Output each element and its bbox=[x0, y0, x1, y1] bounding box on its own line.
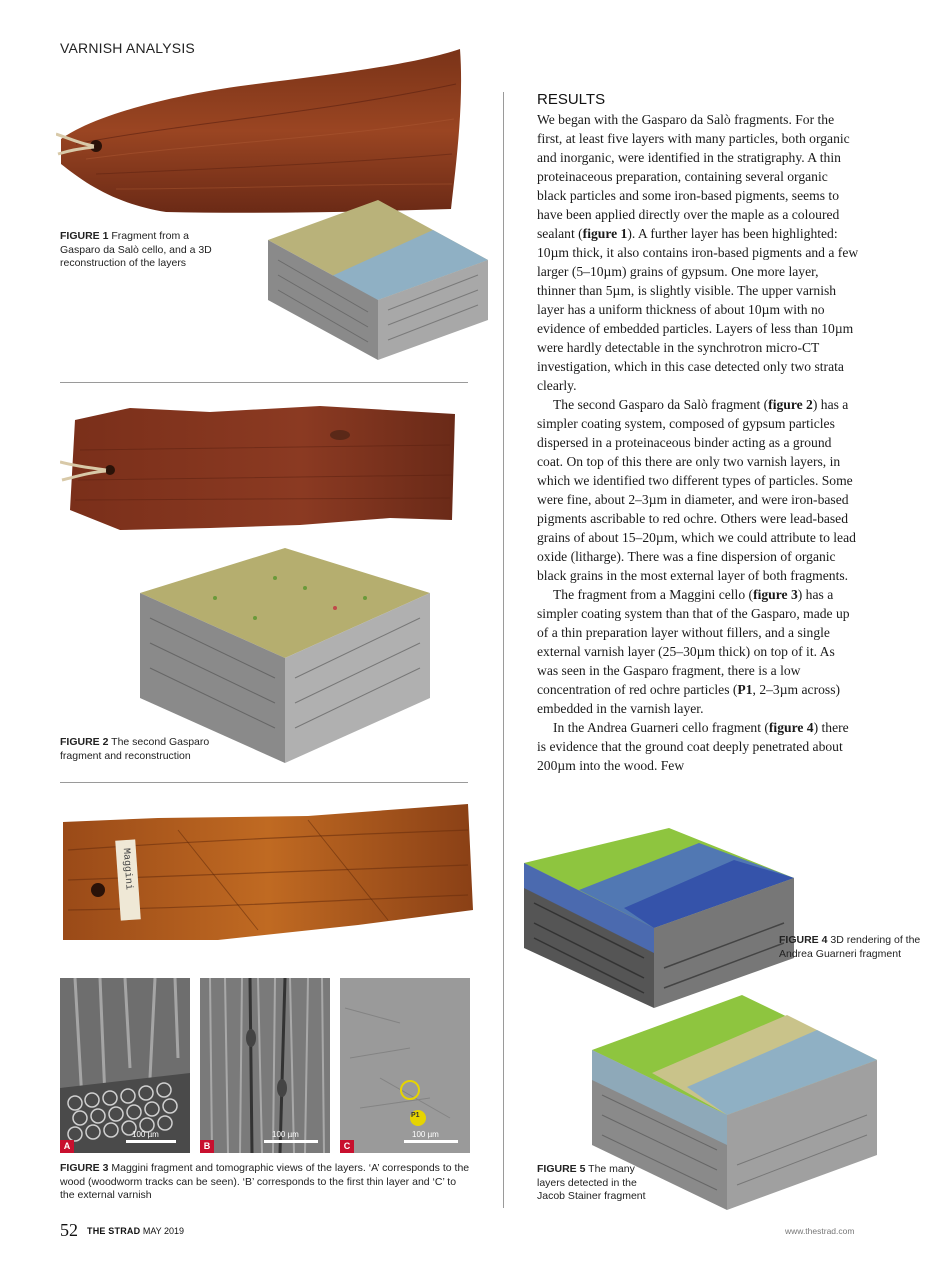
figure-4-3d-render bbox=[524, 828, 799, 1013]
panel-a-tag: A bbox=[60, 1140, 74, 1153]
figure-1-caption bbox=[60, 230, 225, 271]
tomo-panel-b bbox=[200, 978, 330, 1153]
divider-rule-2 bbox=[60, 782, 468, 783]
p2-text-b: ) has a simpler coating system, composed of gypsum particles dispersed in a proteinaceous binder acting as a ground coat. On top of this there are only two varnish layers, in which we identified two different types of particles. Some were fine, about 2–3µm in diameter, and were iron-based pigments ascribable to red ochre. Others were lead-based grains of about 15–20µm, which we could attribute to lead oxide (litharge). There was a fine dispersion of organic black grains in the most external layer of both fragments. bbox=[537, 397, 856, 583]
panel-c-tag: C bbox=[340, 1140, 354, 1153]
divider-rule-1 bbox=[60, 382, 468, 383]
paragraph-2 bbox=[537, 395, 859, 585]
panel-c-scale-label: 100 µm bbox=[412, 1130, 439, 1139]
tomo-panel-a bbox=[60, 978, 190, 1153]
figure-4-caption bbox=[779, 934, 927, 961]
figure-5-text: The many layers detected in the Jacob Stainer fragment bbox=[537, 1163, 646, 1202]
figure-4-text: 3D rendering of the Andrea Guarneri fragment bbox=[779, 934, 921, 960]
figure-1-label: FIGURE 1 bbox=[60, 230, 109, 242]
figure-2-3d-reconstruction bbox=[135, 548, 435, 768]
article-body bbox=[537, 110, 859, 775]
figure-1-fragment-photo bbox=[56, 44, 466, 219]
figure-1-3d-reconstruction bbox=[258, 200, 498, 365]
figure-3-fragment-photo bbox=[58, 800, 478, 950]
paragraph-1 bbox=[537, 110, 859, 395]
p3-text-c: , 2–3µm across) embedded in the varnish layer. bbox=[537, 682, 841, 716]
p3-particle-ref: P1 bbox=[737, 682, 753, 697]
p1-figure-ref: figure 1 bbox=[582, 226, 628, 241]
figure-2-caption bbox=[60, 736, 225, 763]
figure-5-caption bbox=[537, 1163, 655, 1204]
figure-5-label: FIGURE 5 bbox=[537, 1163, 586, 1175]
figure-2-label: FIGURE 2 bbox=[60, 736, 109, 748]
column-divider bbox=[503, 92, 504, 1208]
p2-text-a: The second Gasparo da Salò fragment ( bbox=[553, 397, 769, 412]
panel-b-tag: B bbox=[200, 1140, 214, 1153]
maggini-label-text: Maggini bbox=[119, 847, 134, 891]
panel-c-scale-bar bbox=[404, 1140, 458, 1143]
p4-text-a: In the Andrea Guarneri cello fragment ( bbox=[553, 720, 769, 735]
paragraph-3 bbox=[537, 585, 859, 718]
p3-text-a: The fragment from a Maggini cello ( bbox=[553, 587, 754, 602]
section-label: VARNISH ANALYSIS bbox=[60, 40, 195, 56]
magazine-name: THE STRAD bbox=[87, 1226, 141, 1236]
results-heading: RESULTS bbox=[537, 91, 606, 108]
figure-2-text: The second Gasparo fragment and reconstruction bbox=[60, 736, 210, 762]
p1-text-a: We began with the Gasparo da Salò fragments. For the first, at least five layers with many particles, both organic and inorganic, were identified in the stratigraphy. A thin proteinaceous preparation, containing several organic black particles and some iron-based pigments, seems to have been applied directly over the maple as a coloured sealant ( bbox=[537, 112, 850, 241]
website-url[interactable]: www.thestrad.com bbox=[785, 1226, 855, 1236]
figure-3-label: FIGURE 3 bbox=[60, 1162, 109, 1174]
p4-text-b: ) there is evidence that the ground coat deeply penetrated about 200µm into the wood. Few bbox=[537, 720, 849, 773]
figure-3-caption bbox=[60, 1162, 470, 1203]
magazine-info bbox=[87, 1226, 184, 1236]
panel-a-scale-bar bbox=[126, 1140, 176, 1143]
figure-1-text: Fragment from a Gasparo da Salò cello, and a 3D reconstruction of the layers bbox=[60, 230, 212, 269]
p4-figure-ref: figure 4 bbox=[768, 720, 814, 735]
p2-figure-ref: figure 2 bbox=[768, 397, 813, 412]
issue-date: MAY 2019 bbox=[142, 1226, 185, 1236]
page-number: 52 bbox=[60, 1220, 78, 1240]
p1-text-b: ). A further layer has been highlighted: 10µm thick, it also contains iron-based pigments and a few larger (5–10µm) grains of gypsum. One more layer, thinner than 5µm, is slightly visible. The upper varnish layer has a uniform thickness of about 10µm with no evidence of embedded particles. Layers of less than 10µm were hardly detectable in the synchrotron micro-CT investigation, which in this case detected only two strata clearly. bbox=[537, 226, 859, 393]
particle-p1-label: P1 bbox=[411, 1112, 420, 1119]
panel-a-scale-label: 100 µm bbox=[132, 1130, 159, 1139]
tomo-panel-c bbox=[340, 978, 470, 1153]
p3-text-b: ) has a simpler coating system than that of the Gasparo, made up of a thin preparation layer without fillers, and a single external varnish layer (25–30µm thick) on top of it. As was seen in the Gasparo fragment, there is a low concentration of red ochre particles ( bbox=[537, 587, 850, 697]
p3-figure-ref: figure 3 bbox=[753, 587, 798, 602]
figure-2-fragment-photo bbox=[60, 400, 460, 540]
paragraph-4 bbox=[537, 718, 859, 775]
figure-4-label: FIGURE 4 bbox=[779, 934, 828, 946]
figure-3-text: Maggini fragment and tomographic views of the layers. ‘A’ corresponds to the wood (woodworm tracks can be seen). ‘B’ corresponds to the first thin layer and ‘C’ to the external varnish bbox=[60, 1162, 470, 1201]
panel-b-scale-bar bbox=[264, 1140, 318, 1143]
panel-b-scale-label: 100 µm bbox=[272, 1130, 299, 1139]
